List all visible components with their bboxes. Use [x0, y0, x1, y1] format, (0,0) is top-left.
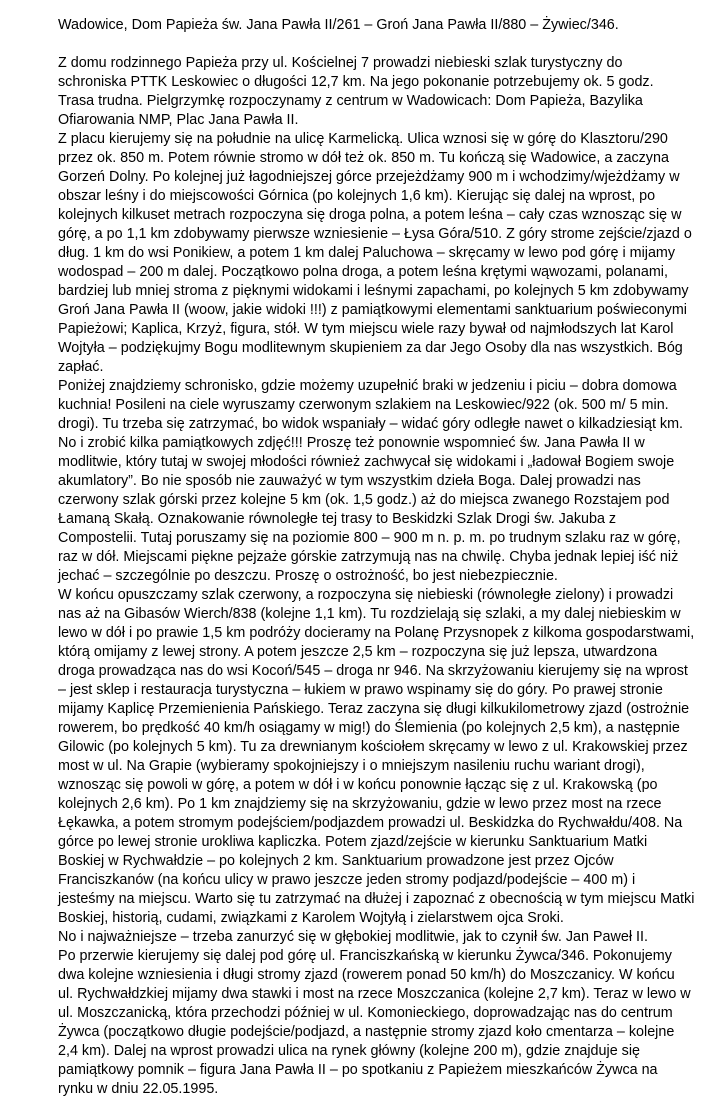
text-line: Papieżowi; Kaplica, Krzyż, figura, stół. W tym miejscu wiele razy bywał od najmłodszych lat Karol: [58, 321, 674, 337]
text-line: – jest sklep i restauracja turystyczna – łukiem w prawo wspinamy się do góry. Po prawej stronie: [58, 682, 663, 698]
text-line: wodospad – 200 m dalej. Początkowo polna droga, a potem leśna krętymi wąwozami, polanami,: [58, 264, 668, 280]
text-line: W końcu opuszczamy szlak czerwony, a rozpoczyna się niebieski (równoległe zielony) i prowadzi: [58, 587, 674, 603]
text-line: jechać – szczególnie po deszczu. Proszę o ostrożność, bo jest niebezpiecznie.: [58, 568, 558, 584]
text-line: dwa kolejne wzniesienia i długi stromy zjazd (rowerem ponad 50 km/h) do Moszczanicy. W końcu: [58, 967, 675, 983]
text-line: Ofiarowania NMP, Plac Jana Pawła II.: [58, 112, 299, 128]
text-line: droga prowadząca nas do wsi Kocoń/545 – droga nr 946. Na skrzyżowaniu kierujemy się na wprost: [58, 663, 688, 679]
text-line: akumlatory”. Bo nie sposób nie zauważyć w tym wszystkim dzieła Boga. Dalej prowadzi nas: [58, 473, 641, 489]
text-line: Z placu kierujemy się na południe na ulicę Karmelicką. Ulica wznosi się w górę do Klasztoru/290: [58, 131, 668, 147]
text-line: Gorzeń Dolny. Po kolejnej już łagodniejszej górce przejeżdżamy 900 m i wchodzimy/wjeżdżamy w: [58, 169, 680, 185]
text-line: górce po lewej stronie urokliwa kapliczka. Potem zjazd/zejście w kierunku Sanktuarium Matki: [58, 834, 648, 850]
text-line: Gilowic (po kolejnych 5 km). Tu za drewnianym kościołem skręcamy w lewo z ul. Krakowskiej przez: [58, 739, 688, 755]
text-line: górę, a po 1,1 km zdobywamy pierwsze wzniesienie – Łysa Góra/510. Z góry strome zejście/zjazd o: [58, 226, 692, 242]
text-line: kolejnych kilkuset metrach rozpoczyna się droga polna, a potem leśna – cały czas wznosząc się w: [58, 207, 682, 223]
text-line: drogi). Tu trzeba się zatrzymać, bo widok wspaniały – widać góry odległe nawet o kilkadziesiąt km.: [58, 416, 684, 432]
text-line: obszar leśny i do miejscowości Górnica (po kolejnych 1,6 km). Kierując się dalej na wprost, po: [58, 188, 656, 204]
text-line: Z domu rodzinnego Papieża przy ul. Kościelnej 7 prowadzi niebieski szlak turystyczny do: [58, 55, 623, 71]
text-line: Po przerwie kierujemy się dalej pod górę ul. Franciszkańską w kierunku Żywca/346. Pokonujemy: [58, 948, 672, 964]
text-line: Groń Jana Pawła II (woow, jakie widoki !!!) z pamiątkowymi elementami sanktuarium poświeconymi: [58, 302, 687, 318]
text-line: pamiątkowy pomnik – figura Jana Pawła II – po spotkaniu z Papieżem mieszkańców Żywca na: [58, 1062, 658, 1078]
text-line: kuchnia! Posileni na ciele wyruszamy czerwonym szlakiem na Leskowiec/922 (ok. 500 m/ 5 min.: [58, 397, 669, 413]
text-line: lewo w dół i po prawie 1,5 km podróży docieramy na Polanę Przysnopek z kilkoma gospodarstwami,: [58, 625, 695, 641]
text-line: czerwony szlak górski przez kolejne 5 km (ok. 1,5 godz.) aż do miejsca zwanego Rozstajem pod: [58, 492, 670, 508]
text-line: Żywca (początkowo długie podejście/podjazd, a następnie stromy zjazd koło cmentarza – kolejne: [58, 1024, 675, 1040]
text-line: dług. 1 km do wsi Ponikiew, a potem 1 km dalej Paluchowa – skręcamy w lewo pod górę i mijamy: [58, 245, 676, 261]
text-line: rynku w dniu 22.05.1995.: [58, 1081, 219, 1097]
text-line: raz w dół. Miejscami piękne pejzaże górskie zatrzymują nas na chwilę. Chyba jednak lepiej iść niż: [58, 549, 679, 565]
document-title: Wadowice, Dom Papieża św. Jana Pawła II/261 – Groń Jana Pawła II/880 – Żywiec/346.: [58, 17, 619, 33]
text-line: którą omijamy z lewej strony. A potem jeszcze 2,5 km – rozpoczyna się już lepsza, utwardzona: [58, 644, 658, 660]
text-line: 2,4 km). Dalej na wprost prowadzi ulica na rynek główny (kolejne 200 m), gdzie znajduje się: [58, 1043, 641, 1059]
text-line: No i najważniejsze – trzeba zanurzyć się w głębokiej modlitwie, jak to czynił św. Jan Paweł II.: [58, 929, 648, 945]
text-line: nas aż na Gibasów Wierch/838 (kolejne 1,1 km). Tu rozdzielają się szlaki, a my dalej niebieskim w: [58, 606, 681, 622]
blank-line: [58, 35, 680, 54]
text-line: Poniżej znajdziemy schronisko, gdzie możemy uzupełnić braki w jedzeniu i piciu – dobra domowa: [58, 378, 677, 394]
text-line: Trasa trudna. Pielgrzymkę rozpoczynamy z centrum w Wadowicach: Dom Papieża, Bazylika: [58, 93, 643, 109]
text-line: Boskiej w Rychwałdzie – po kolejnych 2 km. Sanktuarium prowadzone jest przez Ojców: [58, 853, 614, 869]
text-line: kolejnych 2,6 km). Po 1 km znajdziemy się na skrzyżowaniu, gdzie w lewo przez most na rzece: [58, 796, 662, 812]
text-line: Łękawka, a potem stromym podejściem/podjazdem prowadzi ul. Beskidzka do Rychwałdu/408. Na: [58, 815, 683, 831]
text-line: modlitwie, który tutaj w swojej młodości również zachwycał się widokami i „ładował Bogiem swoje: [58, 454, 675, 470]
text-line: rowerem, bo prędkość 40 km/h osiągamy w mig!) do Ślemienia (po kolejnych 2,5 km), a następnie: [58, 720, 680, 736]
text-line: Wojtyła – podziękujmy Bogu modlitewnym skupieniem za dar Jego Osoby dla nas wszystkich. Bóg: [58, 340, 683, 356]
text-line: jesteśmy na miejscu. Warto się tu zatrzymać na dłużej i zapoznać z obecnością w tym miejscu Matki: [58, 891, 695, 907]
text-line: Łamaną Skałą. Oznakowanie równoległe tej trasy to Beskidzki Szlak Drogi św. Jakuba z: [58, 511, 617, 527]
text-line: wznosząc się powoli w górę, a potem w dół i w końcu ponownie łącząc się z ul. Krakowską (po: [58, 777, 658, 793]
text-line: przez ok. 850 m. Potem równie stromo w dół też ok. 850 m. Tu kończą się Wadowice, a zaczyna: [58, 150, 669, 166]
text-line: ul. Moszczanicką, która przechodzi później w ul. Komonieckiego, doprowadzając nas do centrum: [58, 1005, 673, 1021]
text-line: Franciszkanów (na końcu ulicy w prawo jeszcze jeden stromy podjazd/podejście – 400 m) i: [58, 872, 636, 888]
text-line: ul. Rychwałdzkiej mijamy dwa stawki i most na rzece Moszczanica (kolejne 2,7 km). Teraz w lewo w: [58, 986, 691, 1002]
text-line: zapłać.: [58, 359, 104, 375]
text-line: No i zrobić kilka pamiątkowych zdjęć!!! Proszę też ponownie wspomnieć św. Jana Pawła II w: [58, 435, 645, 451]
document-body: [58, 54, 695, 1099]
text-line: bardziej lub mniej stroma z pięknymi widokami i leśnymi zapachami, po kolejnych 5 km zdobywamy: [58, 283, 689, 299]
document-page: [58, 16, 695, 1099]
text-line: Boskiej, historią, cudami, związkami z Karolem Wojtyłą i zielarstwem ojca Sroki.: [58, 910, 564, 926]
text-line: mijamy Kaplicę Przemienienia Pańskiego. Teraz zaczyna się długi kilkukilometrowy zjazd (ostrożnie: [58, 701, 690, 717]
text-line: schroniska PTTK Leskowiec o długości 12,7 km. Na jego pokonanie potrzebujemy ok. 5 godz.: [58, 74, 654, 90]
text-line: Compostelii. Tutaj poruszamy się na poziomie 800 – 900 m n. p. m. po trudnym szlaku raz w górę,: [58, 530, 681, 546]
text-line: most w ul. Na Grapie (wybieramy spokojniejszy i o mniejszym nasileniu ruchu wariant drogi),: [58, 758, 645, 774]
